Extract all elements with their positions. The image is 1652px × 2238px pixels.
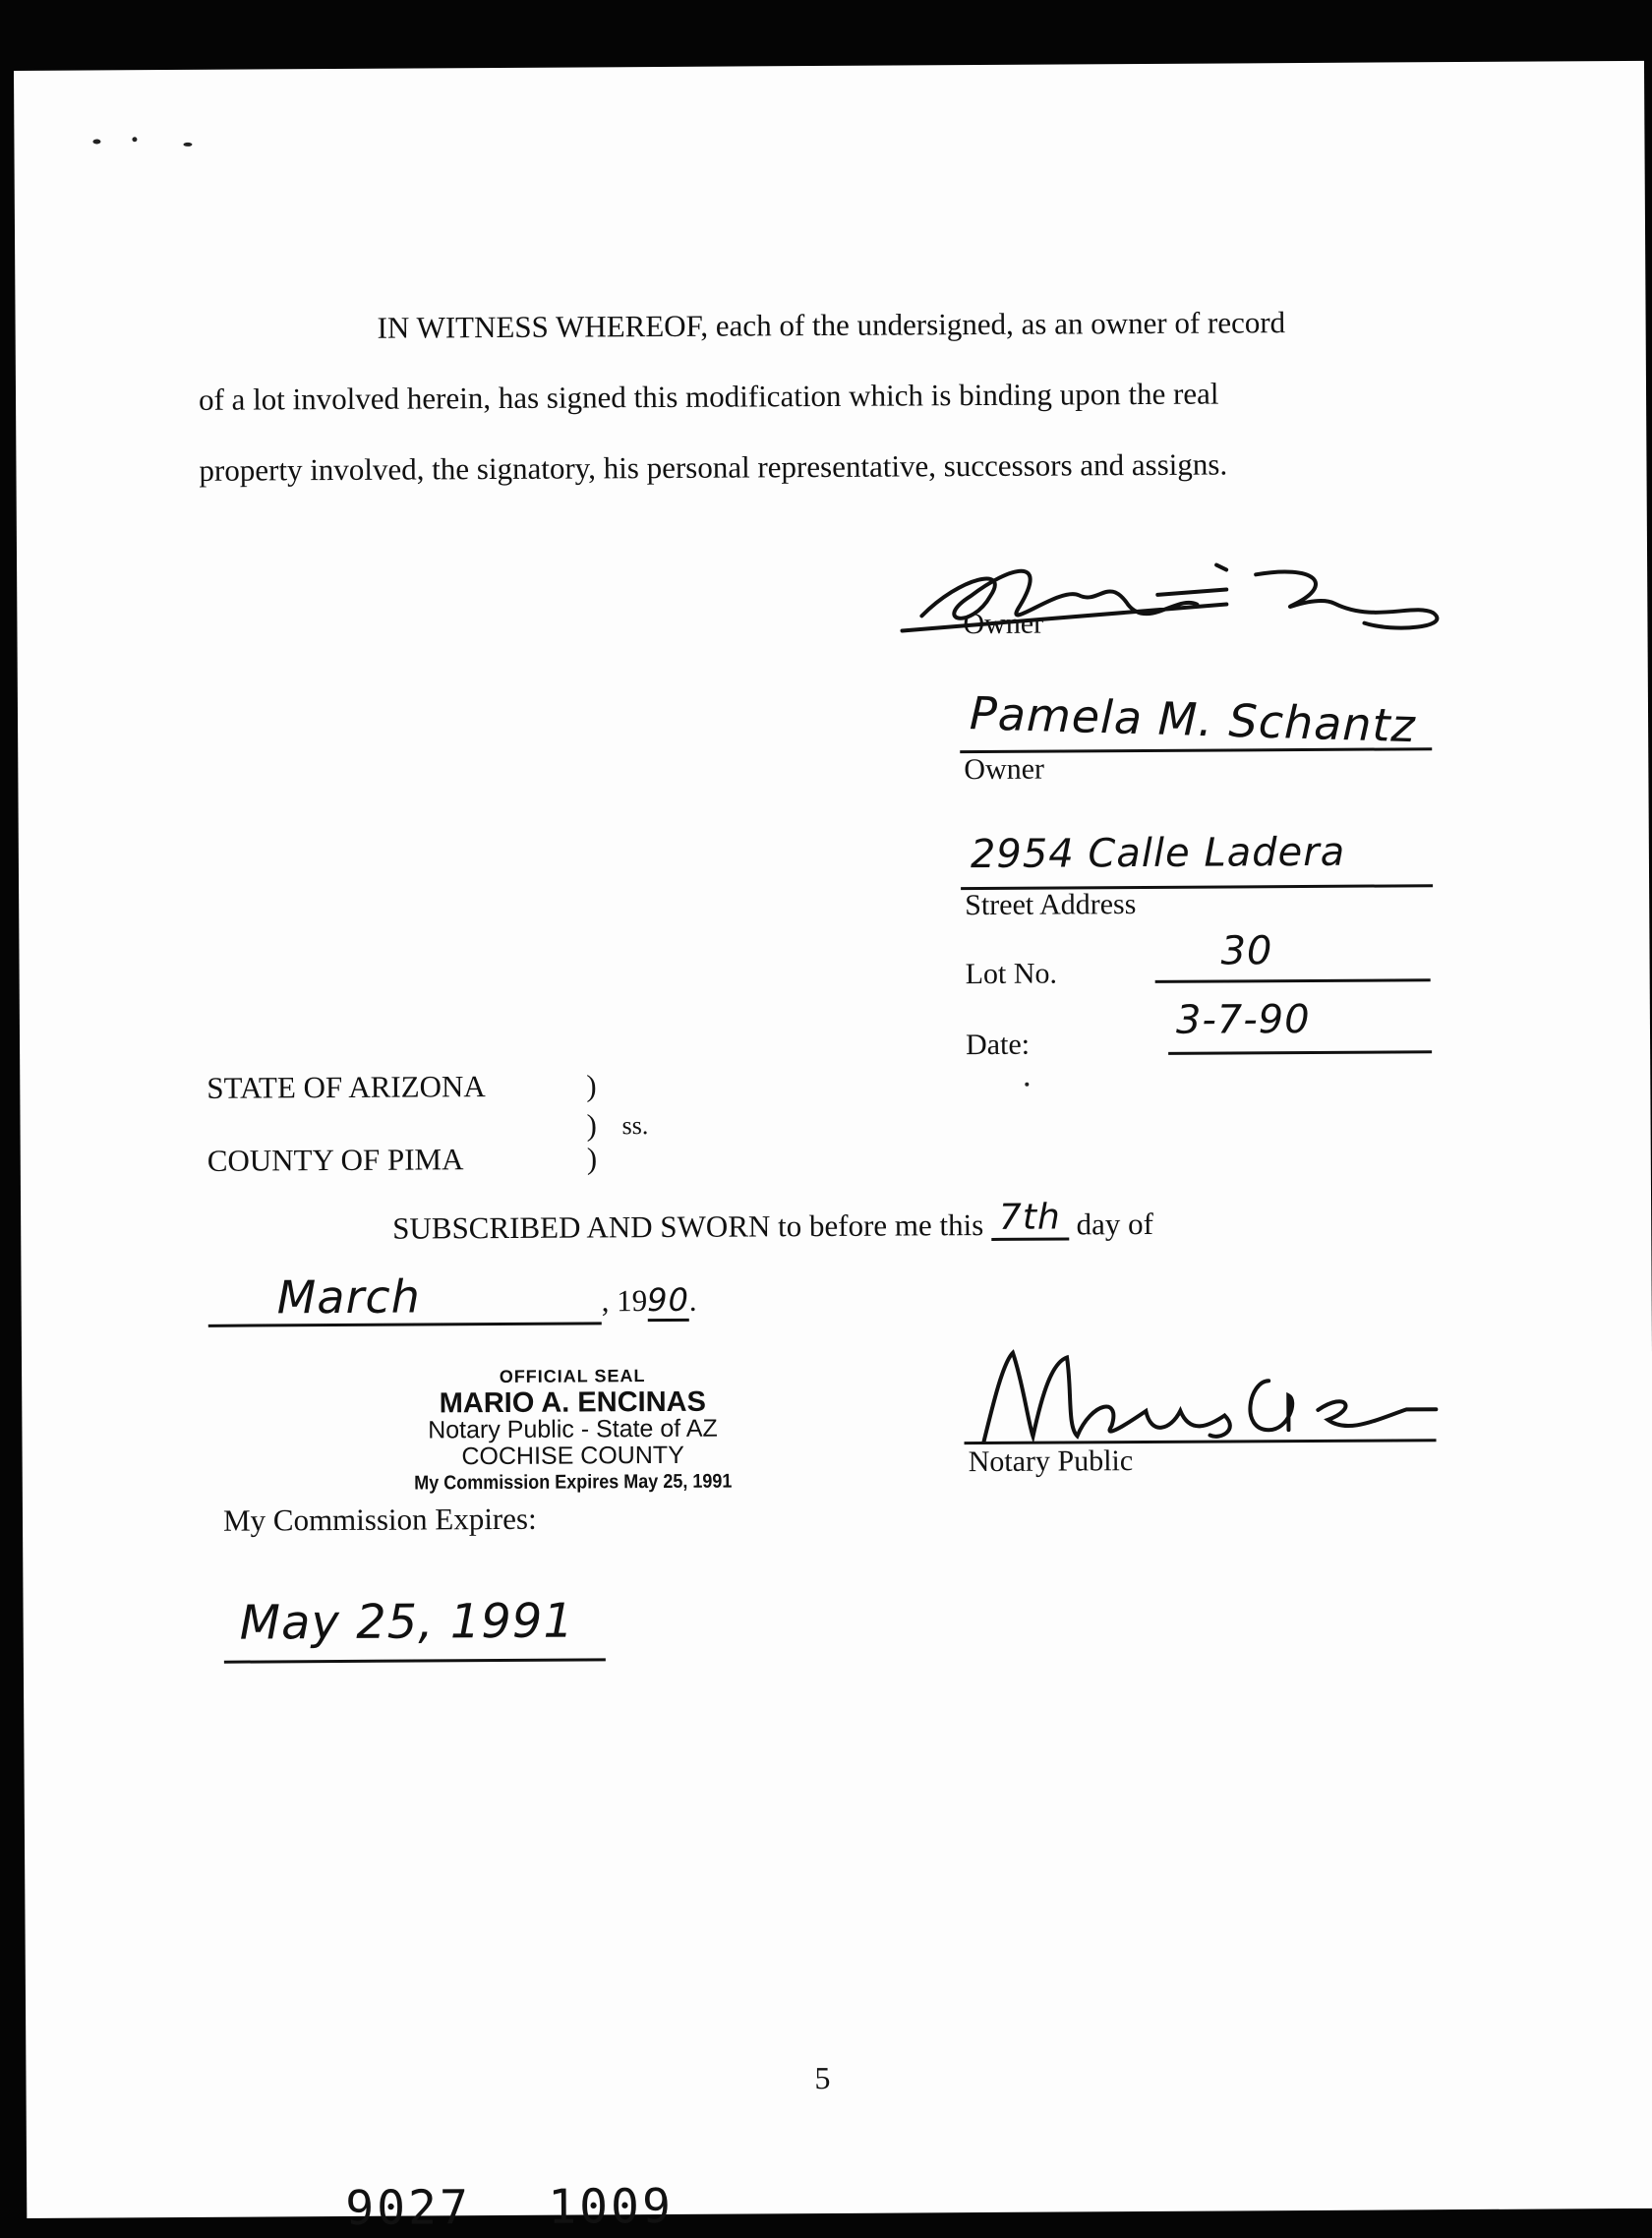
state-of-arizona: STATE OF ARIZONA — [206, 1069, 486, 1105]
doc-number-2: 1009 — [548, 2178, 675, 2235]
scan-speck — [132, 137, 137, 142]
seal-heading: OFFICIAL SEAL — [499, 1366, 646, 1387]
document-page — [14, 61, 1652, 2236]
county-of-pima: COUNTY OF PIMA — [206, 1142, 464, 1178]
venue-paren-1: ) — [586, 1068, 597, 1103]
scan-speck — [92, 139, 100, 144]
jurat-line — [392, 1197, 1154, 1248]
lot-no-label: Lot No. — [965, 957, 1058, 991]
witness-line-1: IN WITNESS WHEREOF, each of the undersigned, as an owner of record — [377, 305, 1286, 345]
witness-line-3: property involved, the signatory, his personal representative, successors and assigns. — [199, 446, 1228, 488]
street-address-label: Street Address — [965, 888, 1137, 922]
seal-expiry: My Commission Expires May 25, 1991 — [414, 1470, 733, 1495]
notary-seal — [376, 1362, 770, 1497]
doc-number-1: 9027 — [345, 2180, 472, 2236]
date-line — [1168, 1050, 1432, 1055]
owner-2-label: Owner — [964, 752, 1045, 787]
owner-1-label: Owner — [963, 607, 1044, 641]
date-label: Date: — [965, 1028, 1031, 1062]
scan-speck — [1025, 1083, 1029, 1087]
seal-title: Notary Public - State of AZ — [428, 1414, 718, 1444]
date-value: 3-7-90 — [1175, 996, 1311, 1043]
lot-no-line — [1155, 978, 1431, 983]
venue-paren-3: ) — [586, 1141, 598, 1176]
witness-line-2: of a lot involved herein, has signed this modification which is binding upon the real — [198, 376, 1219, 417]
seal-county: COCHISE COUNTY — [461, 1441, 684, 1471]
owner-1-signature — [902, 534, 1453, 660]
commission-line — [224, 1658, 606, 1663]
page-number: 5 — [814, 2059, 831, 2096]
lot-no-value: 30 — [1220, 928, 1273, 974]
venue-paren-2: ) — [586, 1107, 597, 1143]
jurat-month-line — [207, 1268, 696, 1327]
jurat-year-suffix: . — [688, 1282, 697, 1318]
seal-name: MARIO A. ENCINAS — [439, 1385, 706, 1420]
jurat-year-value: 90 — [647, 1281, 689, 1322]
ss-label: ss. — [621, 1111, 649, 1141]
jurat-year-prefix: , 19 — [601, 1283, 648, 1319]
commission-label: My Commission Expires: — [222, 1501, 537, 1538]
street-address-value: 2954 Calle Ladera — [970, 829, 1346, 878]
jurat-day-value: 7th — [991, 1197, 1069, 1240]
jurat-month-value: March — [207, 1268, 601, 1326]
notary-public-label: Notary Public — [968, 1444, 1134, 1479]
scan-speck — [183, 143, 192, 147]
jurat-text-before: SUBSCRIBED AND SWORN to before me this — [392, 1207, 984, 1246]
witness-paragraph — [198, 286, 1432, 506]
commission-value: May 25, 1991 — [239, 1593, 575, 1651]
jurat-text-after: day of — [1076, 1206, 1154, 1242]
owner-2-signature: Pamela M. Schantz — [969, 686, 1417, 753]
